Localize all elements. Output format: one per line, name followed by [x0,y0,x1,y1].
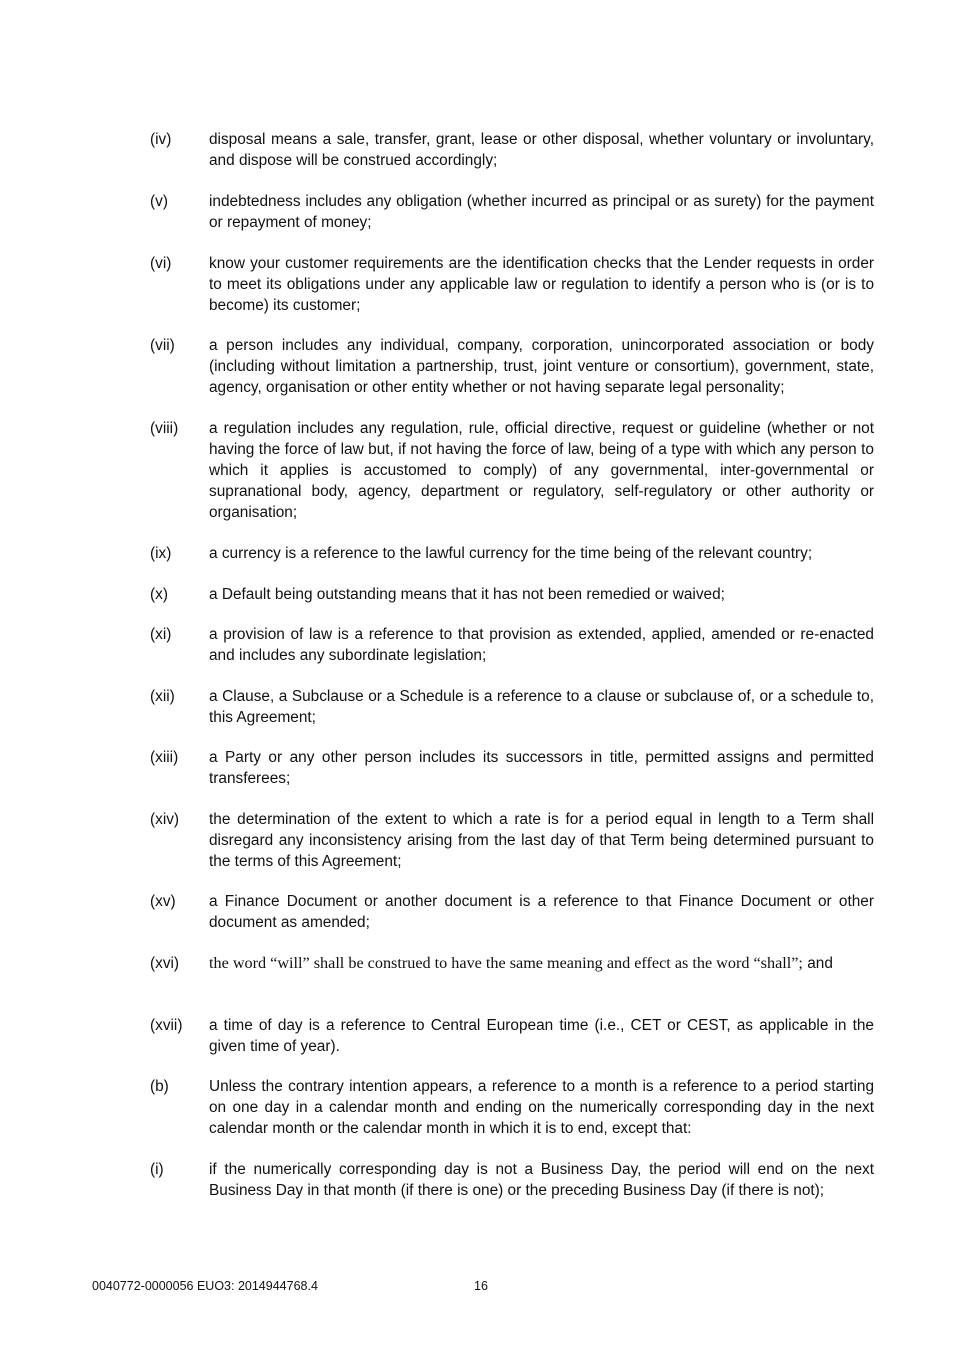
clause-number: (xvi) [150,955,180,972]
footer-document-reference: 0040772-0000056 EUO3: 2014944768.4 [92,1279,318,1293]
clause-text: a currency is a reference to the lawful currency for the time being of the relevant country; [209,545,813,562]
clause-text: a person includes any individual, company, corporation, unincorporated association or body (including without limitation a partnership, trust, joint venture or consortium), government, state, agency, organisation or other entity whether or not having separate legal personality; [209,337,874,396]
clause-x [150,584,874,605]
clause-vii [150,335,874,398]
clause-viii [150,418,874,523]
clause-text: a Party or any other person includes its successors in title, permitted assigns and permitted transferees; [209,749,874,787]
clause-number: (xiii) [150,749,179,766]
clause-text: know your customer requirements are the identification checks that the Lender requests in order to meet its obligations under any applicable law or regulation to identify a person who is (or is to become) its customer; [209,255,874,314]
clause-number: (viii) [150,420,179,437]
clause-text: a Finance Document or another document is a reference to that Finance Document or other document as amended; [209,893,874,931]
clause-xvi [150,953,874,974]
clause-number: (vi) [150,255,172,272]
clause-xii [150,686,874,728]
clause-v [150,191,874,233]
clause-text: a provision of law is a reference to that provision as extended, applied, amended or re-enacted and includes any subordinate legislation; [209,626,874,664]
clause-text: a Clause, a Subclause or a Schedule is a reference to a clause or subclause of, or a schedule to, this Agreement; [209,688,874,726]
clause-text: the determination of the extent to which a rate is for a period equal in length to a Term shall disregard any inconsistency arising from the last day of that Term being determined pursuant to the terms of this Agreement; [209,811,874,870]
clause-vi [150,253,874,316]
clause-number: (x) [150,586,168,603]
clause-number: (ix) [150,545,172,562]
clause-number: (iv) [150,131,172,148]
clause-number: (v) [150,193,168,210]
clause-text: a Default being outstanding means that it has not been remedied or waived; [209,586,725,603]
clause-xiv [150,809,874,872]
clause-number: (i) [150,1161,164,1178]
clause-number: (xv) [150,893,176,910]
clause-b [150,1076,874,1139]
clause-number: (vii) [150,337,175,354]
clause-text: if the numerically corresponding day is not a Business Day, the period will end on the next Business Day in that month (if there is one) or the preceding Business Day (if there is not); [209,1161,874,1199]
clause-text: a regulation includes any regulation, rule, official directive, request or guideline (whether or not having the force of law but, if not having the force of law, being of a type with which any person to which it applies is accustomed to comply) of any governmental, inter-governmental or supranational body, agency, department or regulatory, self-regulatory or other authority or organisation; [209,420,874,521]
clause-xv [150,891,874,933]
clause-iv [150,129,874,171]
clause-text: a time of day is a reference to Central European time (i.e., CET or CEST, as applicable in the given time of year). [209,1017,874,1055]
clause-number: (xi) [150,626,172,643]
clause-text: Unless the contrary intention appears, a reference to a month is a reference to a period starting on one day in a calendar month and ending on the numerically corresponding day in the next calendar month or the calendar month in which it is to end, except that: [209,1078,874,1137]
clause-text-serif: the word “will” shall be construed to have the same meaning and effect as the word “shall”; [209,954,803,972]
clause-number: (xii) [150,688,175,705]
clause-ix [150,543,874,564]
clause-number: (xvii) [150,1017,183,1034]
clause-xvii [150,1015,874,1057]
clause-xi [150,624,874,666]
clause-number: (xiv) [150,811,180,828]
clause-text [209,953,874,974]
clause-text: disposal means a sale, transfer, grant, lease or other disposal, whether voluntary or involuntary, and dispose will be construed accordingly; [209,131,874,169]
clause-xiii [150,747,874,789]
footer-page-number: 16 [474,1279,488,1293]
clause-text-tail: and [807,955,833,972]
clause-i [150,1159,874,1201]
clause-text: indebtedness includes any obligation (whether incurred as principal or as surety) for the payment or repayment of money; [209,193,874,231]
clause-number: (b) [150,1078,169,1095]
